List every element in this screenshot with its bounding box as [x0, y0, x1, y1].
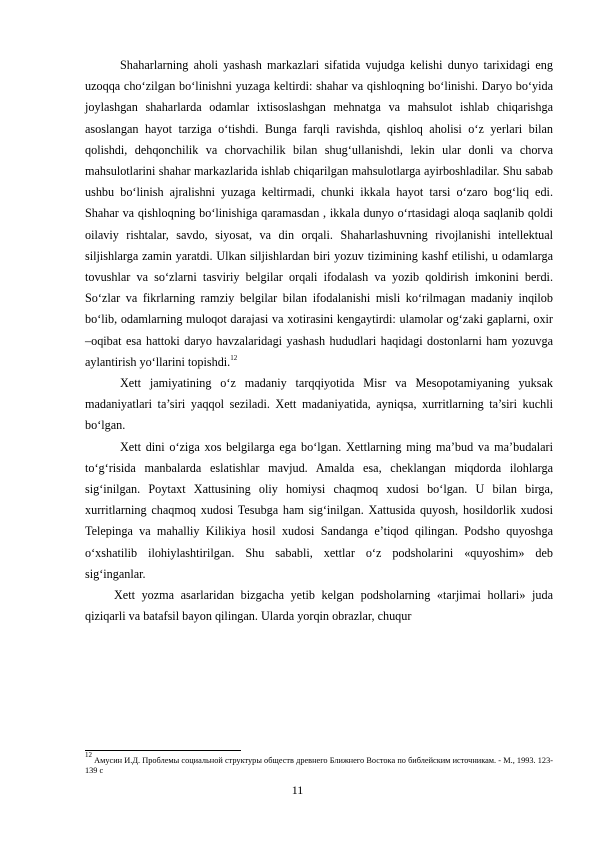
- footnote-reference: 12: [230, 353, 238, 362]
- paragraph-1: [85, 55, 553, 373]
- footnote-separator: [85, 750, 241, 751]
- footnote-mark: 12: [85, 751, 92, 759]
- paragraph-1-text: Shaharlarning aholi yashash markazlari sifatida vujudga kelishi dunyo tarixidagi eng uzoqqa cho‘zilgan bo‘linishni yuzaga keltirdi: shahar va qishloqning bo‘linishi. Daryo bo‘yida joylashgan shaharlarda odamlar ixtisoslashgan mehnatga va mahsulot ishlab chiqarishga asoslangan hayot tarziga o‘tishdi. Bunga farqli ravishda, qishloq aholisi o‘z yerlari bilan qolishdi, dehqonchilik va chorvachilik bilan shug‘ullanishdi, lekin ular donli va chorva mahsulotlarini shahar markazlarida ishlab chiqarilgan mahsulotlarga ayirboshladilar. Shu sabab ushbu bo‘linish ajralishni yuzaga keltirmadi, chunki ikkala hayot tarsi o‘zaro bog‘liq edi. Shahar va qishloqning bo‘linishiga qaramasdan , ikkala dunyo o‘rtasidagi aloqa saqlanib qoldi oilaviy rishtalar, savdo, siyosat, va din orqali. Shaharlashuvning rivojlanishi intellektual siljishlarga zamin yaratdi. Ulkan siljishlardan biri yozuv tizimining kashf etilishi, u odamlarga tovushlar va so‘zlarni tasviriy belgilar orqali ifodalash va yozib qoldirish imkonini berdi. So‘zlar va fikrlarning ramziy belgilar bilan ifodalanishi misli ko‘rilmagan madaniy inqilob bo‘lib, odamlarning muloqot darajasi va xotirasini kengaytirdi: ulamolar og‘zaki gaplarni, oxir –oqibat esa hattoki daryo havzalaridagi yashash hududlari haqidagi dostonlarni ham yozuvga aylantirish yo‘llarini topishdi.: [85, 58, 553, 369]
- paragraph-3: Xett dini o‘ziga xos belgilarga ega bo‘lgan. Xettlarning ming ma’bud va ma’budalari to‘g‘risida manbalarda eslatishlar mavjud. Amalda esa, cheklangan miqdorda ilohlarga sig‘inilgan. Poytaxt Xattusining oliy homiysi chaqmoq xudosi bo‘lgan. U bilan birga, xurritlarning chaqmoq xudosi Tesubga ham sig‘inilgan. Xattusida quyosh, hosildorlik xudosi Telepinga va mahalliy Kilikiya hosil xudosi Sandanga e’tiqod qilingan. Podsho quyoshga o‘xshatilib ilohiylashtirilgan. Shu sababli, xettlar o‘z podsholarini «quyoshim» deb sig‘inganlar.: [85, 439, 553, 581]
- page-number: 11: [291, 783, 304, 797]
- body-text: [85, 55, 553, 627]
- footnote-text: Амусин И.Д. Проблемы социальной структуры обществ древнего Ближнего Востока по библейским источникам. - М., 1993. 123-139 с: [85, 756, 553, 775]
- footnote: [85, 751, 553, 776]
- paragraph-4: Xett yozma asarlaridan bizgacha yetib kelgan podsholarning «tarjimai hollari» juda qiziqarli va batafsil bayon qilingan. Ularda yorqin obrazlar, chuqur: [85, 588, 553, 624]
- paragraph-2: Xett jamiyatining o‘z madaniy tarqqiyotida Misr va Mesopotamiyaning yuksak madaniyatlari ta’siri yaqqol seziladi. Xett madaniyatida, ayniqsa, xurritlarning ta’siri kuchli bo‘lgan.: [85, 376, 553, 433]
